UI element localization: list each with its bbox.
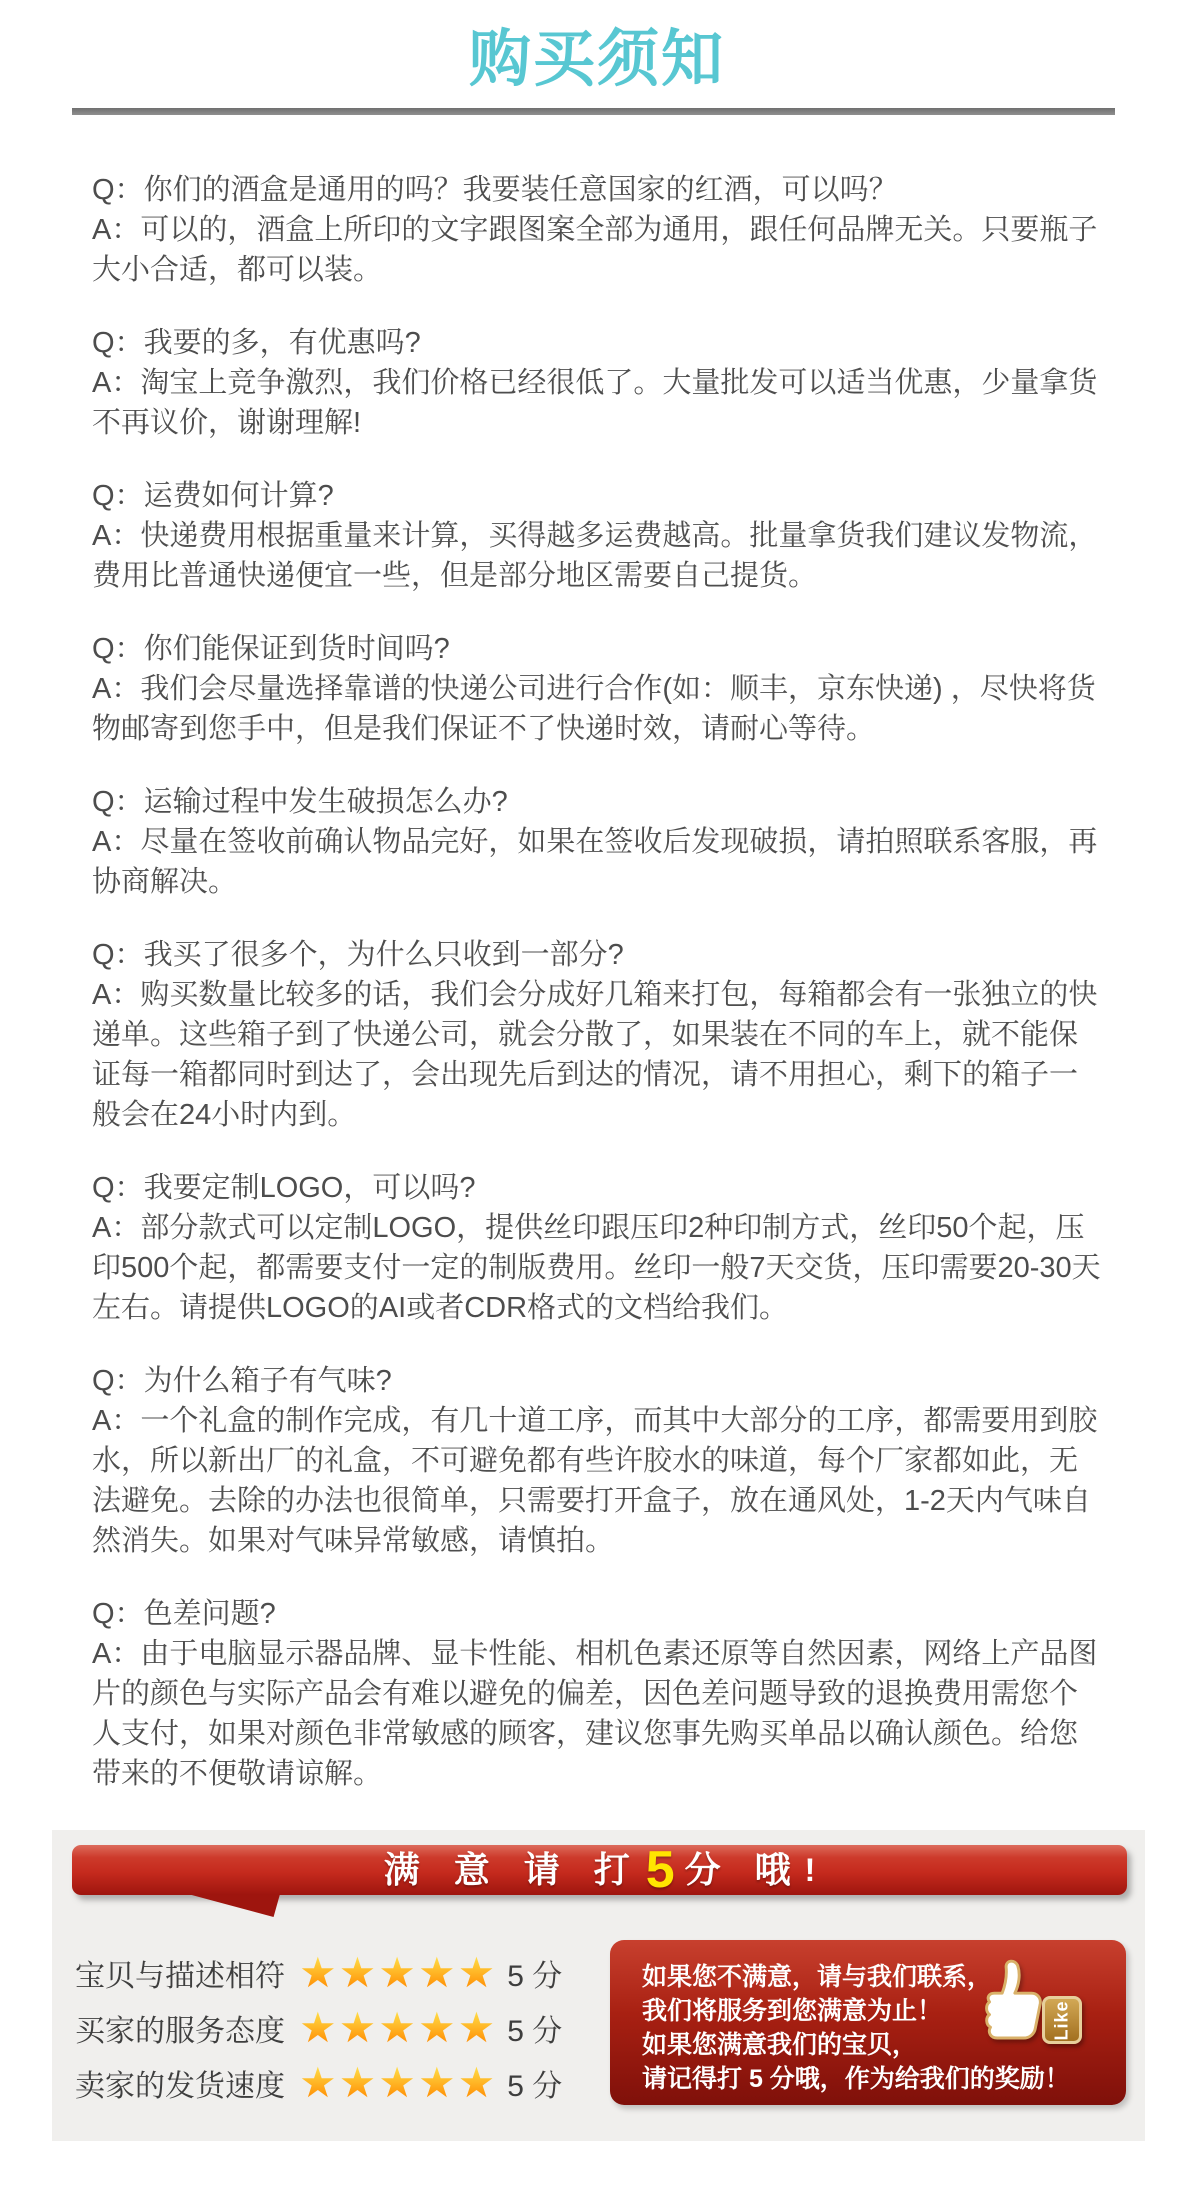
faq-question — [92, 170, 1105, 210]
faq-item — [92, 170, 1105, 290]
rating-label: 宝贝与描述相符 — [75, 1959, 285, 1993]
question-label: Q： — [92, 633, 144, 665]
faq-item — [92, 476, 1105, 596]
question-label: Q： — [92, 327, 144, 359]
question-text: 你们能保证到货时间吗? — [143, 633, 450, 665]
question-label: Q： — [92, 1598, 144, 1630]
rating-score: 5 分 — [507, 2069, 563, 2103]
answer-text: 淘宝上竞争激烈，我们价格已经很低了。大量批发可以适当优惠，少量拿货不再议价，谢谢理解! — [92, 367, 1098, 439]
faq-answer — [92, 1634, 1105, 1794]
promo-section — [52, 1830, 1145, 2141]
question-label: Q： — [92, 1172, 144, 1204]
notice-line: 请记得打 5 分哦，作为给我们的奖励！ — [642, 2065, 1070, 2093]
faq-question — [92, 1594, 1105, 1634]
faq-answer — [92, 516, 1105, 596]
banner-text-pre: 满 意 请 打 — [383, 1849, 642, 1890]
question-text: 我买了很多个，为什么只收到一部分? — [143, 939, 624, 971]
page-title: 购买须知 — [468, 25, 725, 94]
question-label: Q： — [92, 786, 144, 818]
rating-label: 买家的服务态度 — [75, 2014, 285, 2048]
question-text: 你们的酒盒是通用的吗？我要装任意国家的红酒，可以吗？ — [143, 174, 898, 206]
faq-item — [92, 1168, 1105, 1328]
question-label: Q： — [92, 939, 144, 971]
faq-answer — [92, 669, 1105, 749]
banner-score: 5 — [645, 1841, 675, 1899]
answer-text: 快递费用根据重量来计算，买得越多运费越高。批量拿货我们建议发物流，费用比普通快递便宜一些，但是部分地区需要自己提货。 — [92, 520, 1098, 592]
question-text: 色差问题? — [143, 1598, 276, 1630]
question-label: Q： — [92, 480, 144, 512]
answer-label: A： — [92, 1212, 141, 1244]
answer-text: 一个礼盒的制作完成，有几十道工序，而其中大部分的工序，都需要用到胶水，所以新出厂的礼盒，不可避免都有些许胶水的味道，每个厂家都如此，无法避免。去除的办法也很简单，只需要打开盒子，放在通风处，1-2天内气味自然消失。如果对气味异常敏感，请慎拍。 — [92, 1405, 1098, 1557]
banner-text-post: 分 哦 — [684, 1849, 803, 1890]
rating-score: 5 分 — [507, 1959, 563, 1993]
rating-banner — [72, 1841, 1127, 1899]
faq-item — [92, 629, 1105, 749]
answer-text: 可以的，酒盒上所印的文字跟图案全部为通用，跟任何品牌无关。只要瓶子大小合适，都可以装。 — [92, 214, 1098, 286]
faq-question — [92, 782, 1105, 822]
faq-answer — [92, 1401, 1105, 1561]
notice-box — [610, 1940, 1126, 2105]
question-text: 我要定制LOGO，可以吗? — [143, 1172, 476, 1204]
rating-row — [75, 1950, 562, 1995]
question-label: Q： — [92, 1365, 144, 1397]
faq-answer — [92, 1208, 1105, 1328]
faq-answer — [92, 363, 1105, 443]
answer-label: A： — [92, 826, 141, 858]
question-text: 运输过程中发生破损怎么办? — [143, 786, 508, 818]
faq-answer — [92, 210, 1105, 290]
faq-item — [92, 1361, 1105, 1561]
answer-text: 部分款式可以定制LOGO，提供丝印跟压印2种印制方式，丝印50个起，压印500个起，都需要支付一定的制版费用。丝印一般7天交货，压印需要20-30天左右。请提供LOGO的AI或者CDR格式的文档给我们。 — [92, 1212, 1101, 1324]
answer-label: A： — [92, 520, 141, 552]
answer-label: A： — [92, 1405, 141, 1437]
notice-line: 我们将服务到您满意为止！ — [642, 1997, 943, 2025]
answer-text: 购买数量比较多的话，我们会分成好几箱来打包，每箱都会有一张独立的快递单。这些箱子到了快递公司，就会分散了，如果装在不同的车上，就不能保证每一箱都同时到达了，会出现先后到达的情况，请不用担心，剩下的箱子一般会在24小时内到。 — [92, 979, 1098, 1131]
title-divider — [72, 108, 1115, 115]
faq-question — [92, 935, 1105, 975]
faq-answer — [92, 822, 1105, 902]
answer-text: 由于电脑显示器品牌、显卡性能、相机色素还原等自然因素，网络上产品图片的颜色与实际产品会有难以避免的偏差，因色差问题导致的退换费用需您个人支付，如果对颜色非常敏感的顾客，建议您事先购买单品以确认颜色。给您带来的不便敬请谅解。 — [92, 1638, 1098, 1790]
star-icons: ★★★★★ — [299, 2058, 498, 2106]
faq-question — [92, 476, 1105, 516]
rating-row — [75, 2060, 562, 2105]
answer-text: 尽量在签收前确认物品完好，如果在签收后发现破损，请拍照联系客服，再协商解决。 — [92, 826, 1098, 898]
banner-tail-icon — [188, 1894, 280, 1917]
notice-line: 如果您不满意，请与我们联系， — [642, 1963, 993, 1991]
star-icons: ★★★★★ — [299, 2003, 498, 2051]
answer-label: A： — [92, 1638, 141, 1670]
answer-text: 我们会尽量选择靠谱的快递公司进行合作(如：顺丰，京东快递) ，尽快将货物邮寄到您手中，但是我们保证不了快递时效，请耐心等待。 — [92, 673, 1096, 745]
answer-label: A： — [92, 673, 141, 705]
faq-item — [92, 1594, 1105, 1794]
rating-label: 卖家的发货速度 — [75, 2069, 285, 2103]
banner-exclamation: ! — [804, 1852, 816, 1888]
faq-question — [92, 629, 1105, 669]
faq-item — [92, 935, 1105, 1135]
faq-question — [92, 1361, 1105, 1401]
notice-line: 如果您满意我们的宝贝， — [642, 2031, 918, 2059]
like-badge-label: Like — [1051, 1999, 1072, 2041]
rating-score: 5 分 — [507, 2014, 563, 2048]
like-badge — [1042, 1996, 1082, 2044]
like-graphic — [970, 1954, 1120, 2086]
faq-item — [92, 782, 1105, 902]
faq-answer — [92, 975, 1105, 1135]
thumbs-up-icon — [970, 1954, 1048, 2044]
star-icons: ★★★★★ — [299, 1948, 498, 1996]
rating-row — [75, 2005, 562, 2050]
faq-section — [92, 170, 1105, 1794]
question-text: 运费如何计算? — [143, 480, 334, 512]
answer-label: A： — [92, 367, 141, 399]
question-text: 我要的多，有优惠吗? — [143, 327, 421, 359]
faq-question — [92, 1168, 1105, 1208]
question-text: 为什么箱子有气味? — [143, 1365, 392, 1397]
faq-question — [92, 323, 1105, 363]
rating-list — [75, 1950, 562, 2115]
answer-label: A： — [92, 979, 141, 1011]
faq-item — [92, 323, 1105, 443]
question-label: Q： — [92, 174, 144, 206]
answer-label: A： — [92, 214, 141, 246]
